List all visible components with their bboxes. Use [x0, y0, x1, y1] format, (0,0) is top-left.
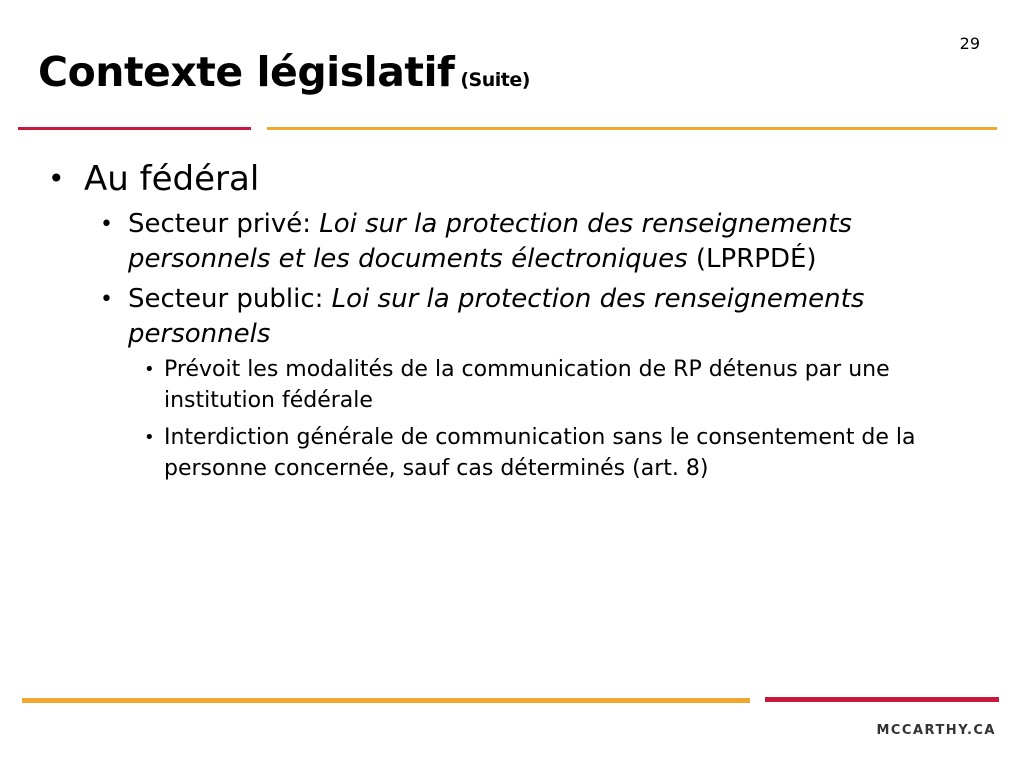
- bullet-dot-icon: •: [144, 427, 155, 448]
- bullet-public-sector: [92, 282, 948, 484]
- bullet-dot-icon: •: [48, 162, 65, 195]
- bullet-list-level1: [48, 155, 948, 484]
- top-divider-red: [18, 127, 251, 130]
- slide-number: 29: [959, 34, 980, 53]
- public-sector-label: Secteur public:: [128, 284, 332, 314]
- mccarthy-logo: MCCARTHY.CA: [876, 723, 996, 738]
- slide-title: [38, 48, 530, 96]
- bullet-dot-icon: •: [100, 287, 113, 312]
- bullet-private-sector: [92, 207, 948, 277]
- bullet-dot-icon: •: [144, 359, 155, 380]
- private-sector-law: Loi sur la protection des renseignements personnels et les documents électroniques: [128, 209, 852, 274]
- private-sector-abbr: (LPRPDÉ): [687, 244, 817, 274]
- bottom-divider-red: [765, 697, 999, 702]
- private-sector-label: Secteur privé:: [128, 209, 320, 239]
- bullet-dot-icon: •: [100, 212, 113, 237]
- top-divider-gold: [267, 127, 997, 130]
- public-sector-law: Loi sur la protection des renseignements personnels: [128, 284, 865, 349]
- general-prohibition-text: Interdiction générale de communication sans le consentement de la personne concernée, sauf cas déterminés (art. 8): [164, 425, 916, 481]
- bullet-communication-terms: [138, 354, 948, 416]
- communication-terms-text: Prévoit les modalités de la communication de RP détenus par une institution fédérale: [164, 357, 890, 413]
- bullet-list-level2: [92, 207, 948, 484]
- bullet-federal-text: Au fédéral: [84, 159, 260, 199]
- slide-title-text: Contexte législatif: [38, 48, 455, 96]
- slide-title-suffix: (Suite): [460, 69, 530, 91]
- bullet-list-level3: [138, 354, 948, 484]
- bullet-general-prohibition: [138, 422, 948, 484]
- bottom-divider-gold: [22, 698, 750, 703]
- slide-body: [48, 155, 948, 490]
- bullet-federal: [48, 155, 948, 484]
